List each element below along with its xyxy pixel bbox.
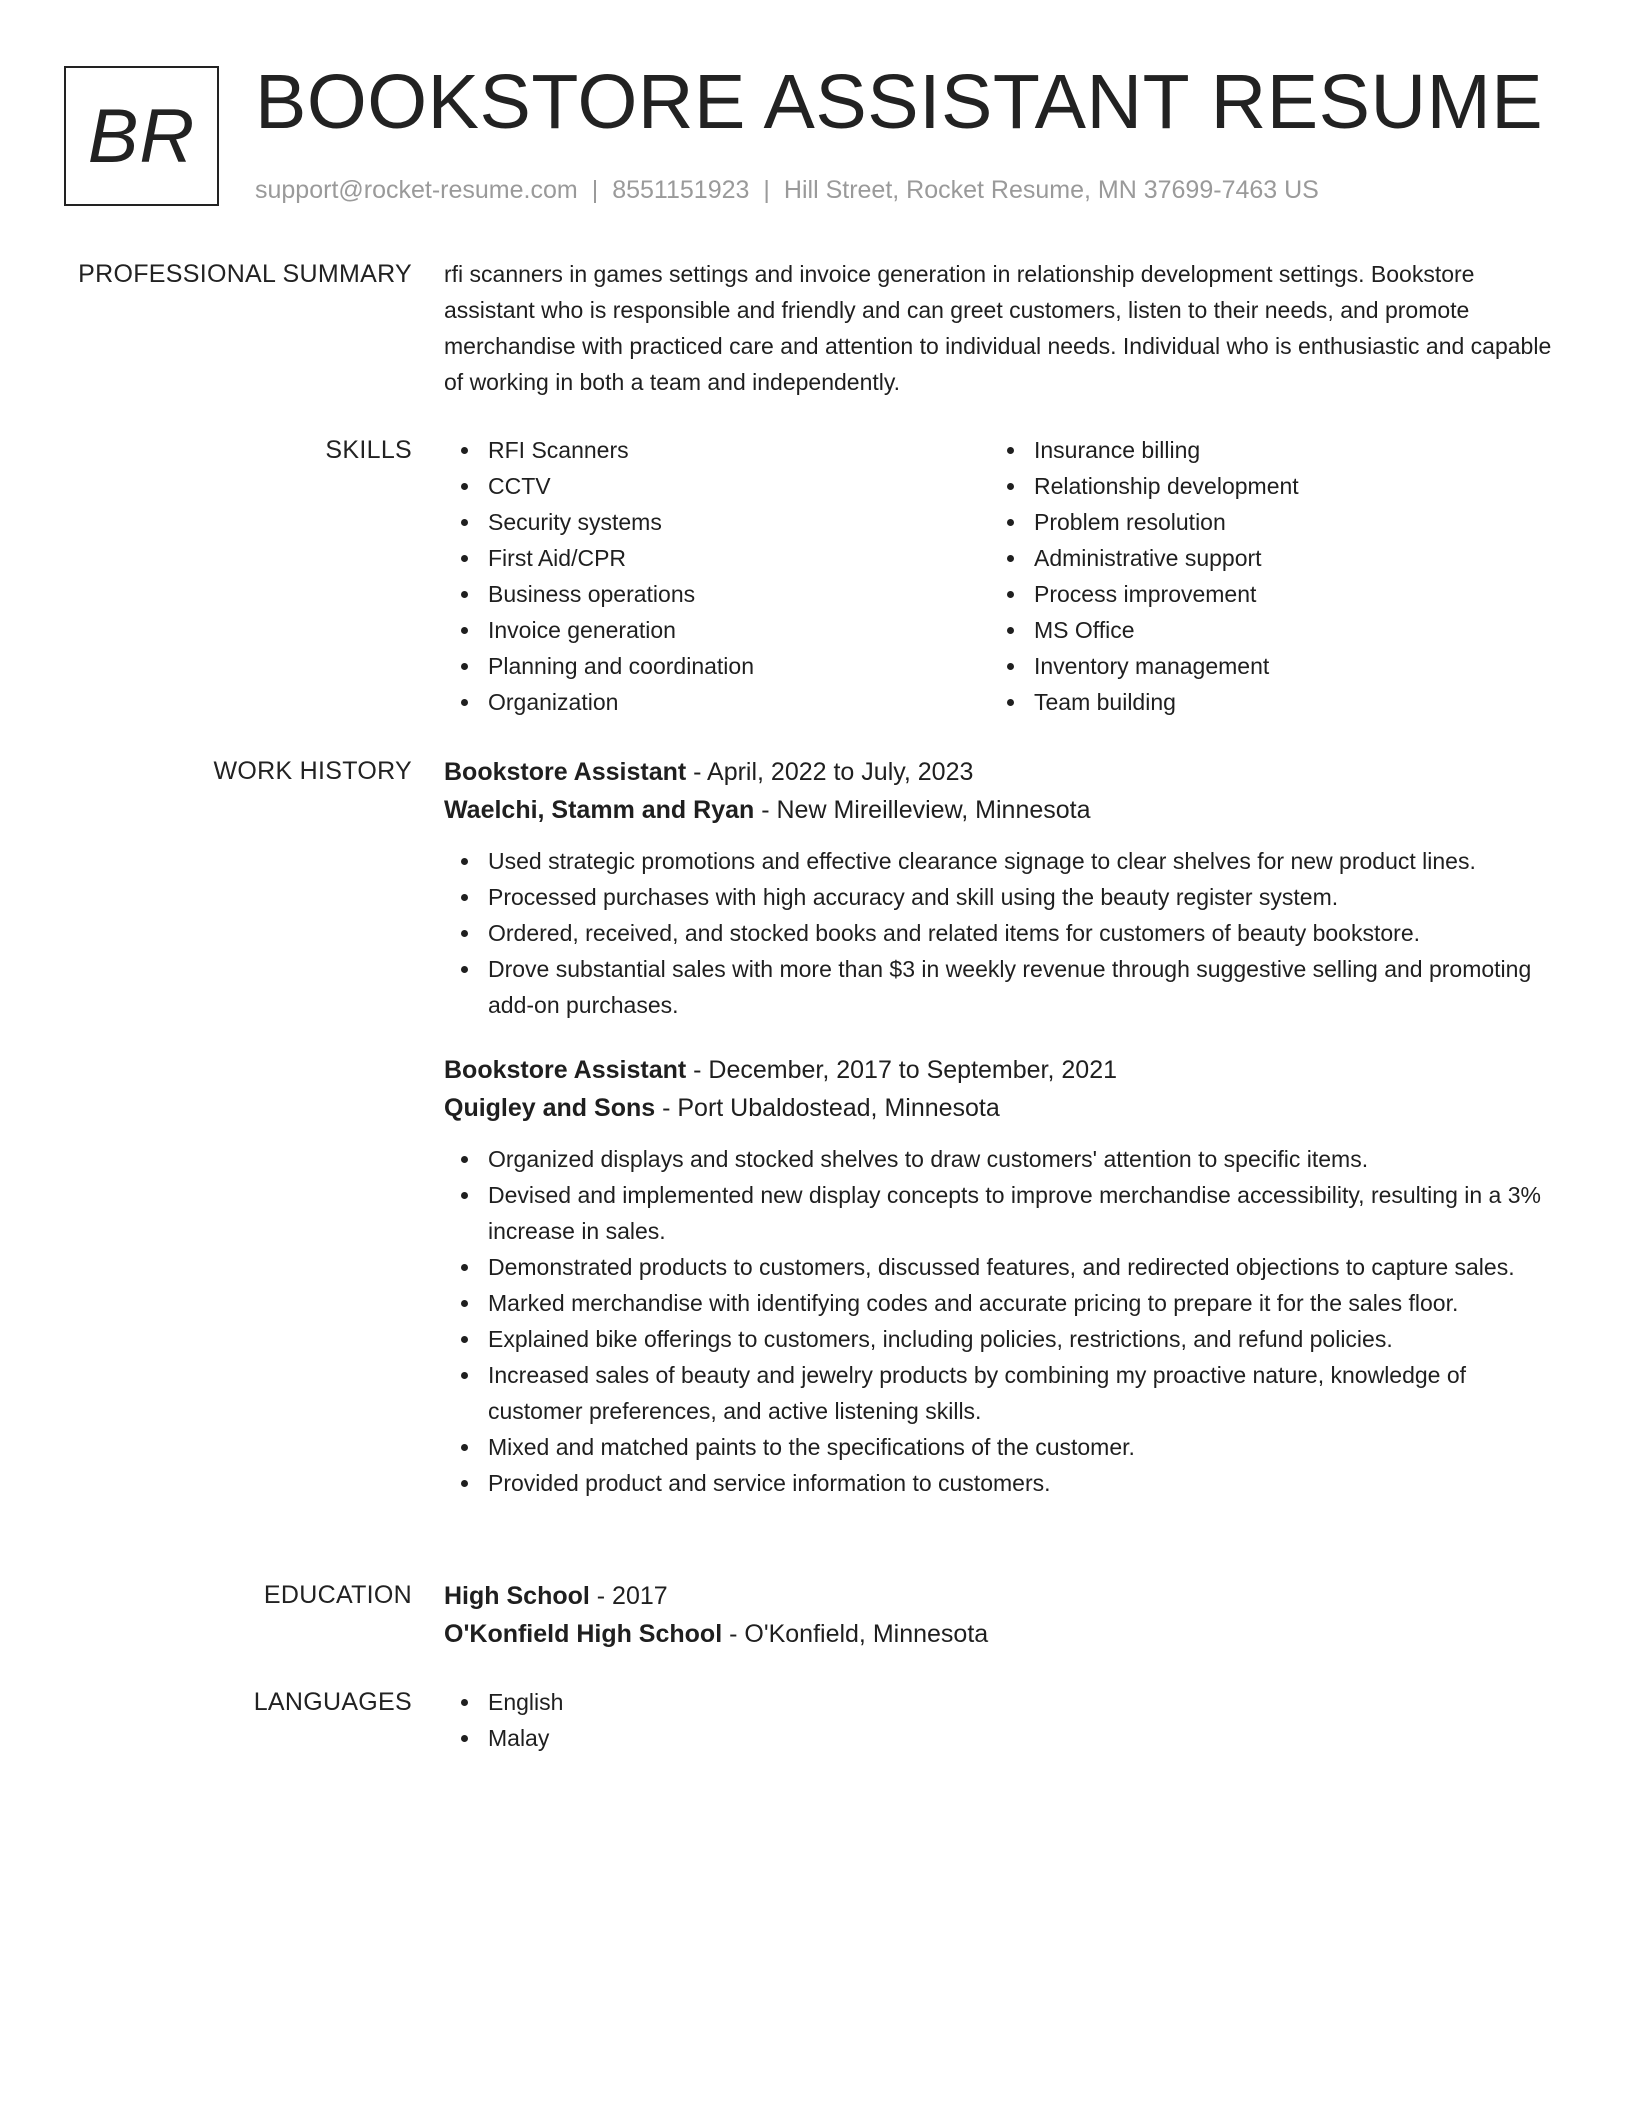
education-location: - O'Konfield, Minnesota [722, 1620, 989, 1648]
skill-item: RFI Scanners [444, 432, 990, 468]
skill-item: Security systems [444, 504, 990, 540]
summary-body [444, 256, 1564, 400]
job-dates: - April, 2022 to July, 2023 [686, 758, 974, 786]
skill-item: Administrative support [990, 540, 1536, 576]
job-bullet: Explained bike offerings to customers, including policies, restrictions, and refund policies. [444, 1321, 1564, 1357]
job-bullet: Mixed and matched paints to the specifications of the customer. [444, 1429, 1564, 1465]
education-year: - 2017 [589, 1582, 668, 1610]
skill-item: Relationship development [990, 468, 1536, 504]
monogram-initials: BR [87, 93, 196, 179]
skill-item: Inventory management [990, 648, 1536, 684]
job-bullets [444, 1141, 1564, 1501]
job-bullet: Organized displays and stocked shelves to draw customers' attention to specific items. [444, 1141, 1564, 1177]
contact-phone: 8551151923 [612, 176, 750, 204]
job-entry [444, 1051, 1564, 1501]
education-school-line [444, 1615, 1564, 1653]
contact-email: support@rocket-resume.com [255, 176, 578, 204]
skills-body [444, 432, 1564, 720]
contact-address: Hill Street, Rocket Resume, MN 37699-7463 US [783, 176, 1319, 204]
job-company-line [444, 1089, 1564, 1127]
job-bullet: Used strategic promotions and effective clearance signage to clear shelves for new product lines. [444, 843, 1564, 879]
job-location: - Port Ubaldostead, Minnesota [655, 1094, 1000, 1122]
job-title: Bookstore Assistant [444, 1056, 687, 1084]
skill-item: Problem resolution [990, 504, 1536, 540]
job-bullet: Devised and implemented new display concepts to improve merchandise accessibility, resulting in a 3% increase in sales. [444, 1177, 1564, 1249]
education-degree-line [444, 1577, 1564, 1615]
job-bullet: Increased sales of beauty and jewelry products by combining my proactive nature, knowledge of customer preferences, and active listening skills. [444, 1357, 1564, 1429]
skill-item: Team building [990, 684, 1536, 720]
skill-item: CCTV [444, 468, 990, 504]
skills-grid [444, 432, 1564, 720]
job-bullets [444, 843, 1564, 1023]
skills-column-left [444, 432, 990, 720]
summary-label: PROFESSIONAL SUMMARY [78, 260, 412, 288]
contact-separator: | [591, 176, 599, 204]
education-label: EDUCATION [263, 1581, 412, 1609]
skills-label: SKILLS [325, 436, 412, 464]
job-title-line [444, 753, 1564, 791]
job-company: Waelchi, Stamm and Ryan [444, 796, 755, 824]
job-bullet: Processed purchases with high accuracy and skill using the beauty register system. [444, 879, 1564, 915]
skill-item: Process improvement [990, 576, 1536, 612]
job-company-line [444, 791, 1564, 829]
job-bullet: Demonstrated products to customers, discussed features, and redirected objections to capture sales. [444, 1249, 1564, 1285]
education-school: O'Konfield High School [444, 1620, 723, 1648]
contact-separator: | [763, 176, 770, 204]
languages-body [444, 1684, 1564, 1756]
skills-column-right [990, 432, 1536, 720]
education-body [444, 1577, 1564, 1653]
skill-item: Invoice generation [444, 612, 990, 648]
summary-text: rfi scanners in games settings and invoice generation in relationship development settings. Bookstore assistant who is responsible and friendly and can greet customers, listen to their needs, and promote merchandise with practiced care and attention to individual needs. Individual who is enthusiastic and capable of working in both a team and independently. [444, 261, 1552, 395]
skill-item: Business operations [444, 576, 990, 612]
job-title-line [444, 1051, 1564, 1089]
work-history-body [444, 753, 1564, 1501]
job-location: - New Mireilleview, Minnesota [754, 796, 1091, 824]
skill-item: MS Office [990, 612, 1536, 648]
job-dates: - December, 2017 to September, 2021 [686, 1056, 1118, 1084]
skill-item: Organization [444, 684, 990, 720]
resume-title: BOOKSTORE ASSISTANT RESUME [255, 59, 1544, 145]
job-company: Quigley and Sons [444, 1094, 656, 1122]
education-degree: High School [444, 1582, 590, 1610]
language-item: English [444, 1684, 1564, 1720]
job-bullet: Provided product and service information to customers. [444, 1465, 1564, 1501]
language-item: Malay [444, 1720, 1564, 1756]
work-history-label: WORK HISTORY [213, 757, 412, 785]
job-bullet: Marked merchandise with identifying codes and accurate pricing to prepare it for the sales floor. [444, 1285, 1564, 1321]
job-entry [444, 753, 1564, 1023]
job-bullet: Drove substantial sales with more than $3 in weekly revenue through suggestive selling and promoting add-on purchases. [444, 951, 1564, 1023]
monogram-box [64, 66, 219, 206]
languages-label: LANGUAGES [253, 1688, 412, 1716]
job-title: Bookstore Assistant [444, 758, 687, 786]
skill-item: First Aid/CPR [444, 540, 990, 576]
skill-item: Planning and coordination [444, 648, 990, 684]
contact-line [255, 173, 1319, 207]
skill-item: Insurance billing [990, 432, 1536, 468]
languages-list [444, 1684, 1564, 1756]
job-bullet: Ordered, received, and stocked books and related items for customers of beauty bookstore. [444, 915, 1564, 951]
